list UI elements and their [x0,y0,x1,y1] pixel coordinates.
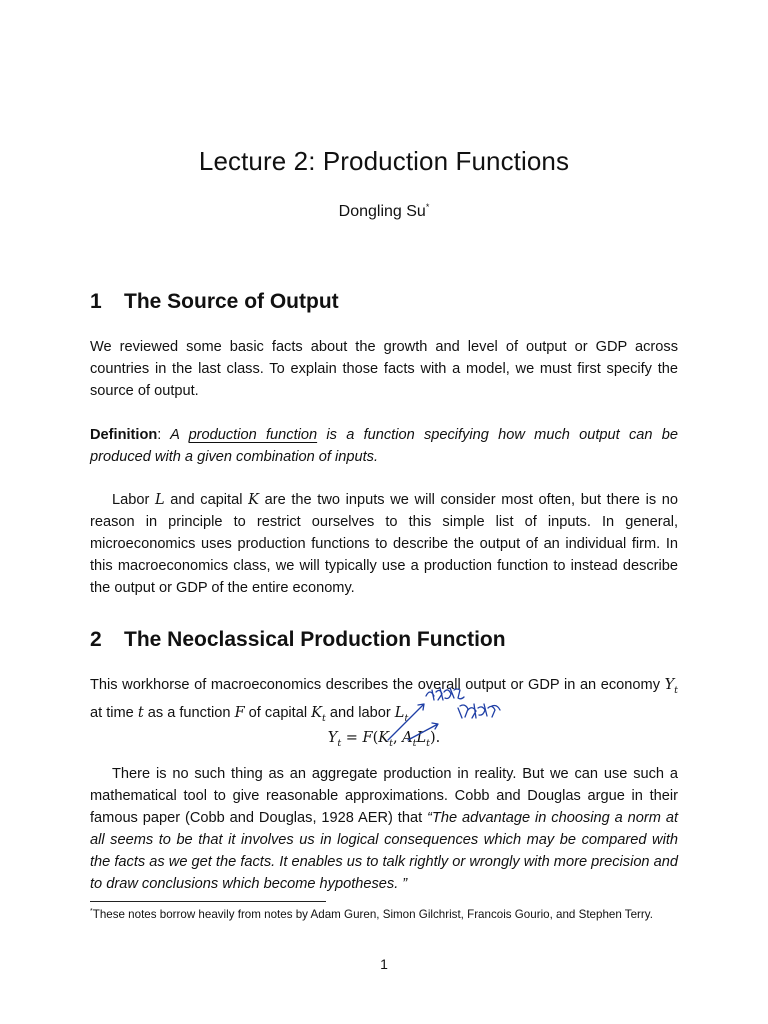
s2p1-text-5: and labor [325,704,395,721]
page-number: 1 [380,956,388,972]
math-L: L [154,492,165,508]
definition-body: is a function specifying how much output can be produced with a given combination of inputs. [90,427,679,465]
eq-Y-base: Y [327,730,338,746]
eq-comma: , [392,730,403,746]
eq-open-paren: ( [372,730,379,746]
cobb-douglas-quote: “The advantage in choosing a norm at all seems to be that it involves us in logical consequences which may be compared with the facts as we get the facts. It enables us to talk rightly or wrongly with more precision and to draw conclusions which become hypotheses. ” [90,810,678,892]
p3-text-3: are the two inputs we will consider most often, but there is no reason in principle to restrict ourselves to this simple list of inputs. In general, microeconomics uses production functions to describe the output of an individual firm. In this macroeconomics class, we will typically use a production function to instead describe the output or GDP of the entire economy. [90,492,678,596]
section-2-paragraph-2 [90,763,678,895]
eq-Y-sub: t [337,737,342,749]
footnote-mark: * [90,908,93,915]
math-Kt [311,704,326,724]
author-name: Dongling Su [338,203,426,220]
s2p2-text: There is no such thing as an aggregate production in reality. But we can use such a mathematical tool to give reasonable approximations. Cobb and Douglas argue in their famous paper (Cobb and Douglas, 1928 AER) that [90,766,678,826]
math-K: K [248,492,259,508]
section-1-number: 1 [90,290,102,313]
annotation-arrow-to-technology [408,723,438,740]
eq-Y [327,730,342,749]
eq-L-base: L [416,730,427,746]
s2p1-text-3: as a function [143,704,235,721]
s2p1-text-1: This workhorse of macroeconomics describes the overall output or GDP in an economy [90,677,665,693]
eq-L-sub: t [426,737,430,749]
math-Y-base: Y [664,677,675,693]
eq-F: F [362,730,373,746]
math-F: F [234,704,245,721]
author-footnote-mark: * [425,202,430,212]
eq-A-sub: t [412,737,417,749]
p3-text-1: Labor [112,492,155,508]
definition-colon: : [157,427,162,443]
p3-text-2: and capital [164,492,249,508]
annotation-scribble-capital [426,688,464,700]
eq-close-paren: ). [429,730,441,746]
section-1-title: The Source of Output [124,290,339,313]
math-t: t [137,704,144,721]
author-line [0,203,768,221]
math-Lt-base: L [394,704,405,721]
math-Kt-base: K [311,704,322,721]
eq-K-sub: t [389,737,393,749]
definition-label: Definition [90,427,158,443]
footnote-divider [90,901,326,902]
section-1-paragraph-1: We reviewed some basic facts about the growth and level of output or GDP across countries in the last class. To explain those facts with a model, we must first specify the source of output. [90,339,678,399]
math-Lt-sub: t [404,712,409,724]
definition-term: production function [188,427,318,443]
eq-A-base: A [402,730,413,746]
definition-pre: A [161,427,189,443]
handwritten-annotation-scribble [380,682,520,744]
eq-K-base: K [378,730,390,746]
section-1-heading [90,290,339,314]
paper-title: Lecture 2: Production Functions [198,146,570,176]
footnote-text: These notes borrow heavily from notes by Adam Guren, Simon Gilchrist, Francois Gourio, and Stephen Terry. [92,907,653,921]
eq-equals: = [341,730,363,746]
s2p1-text-2: at time [90,704,138,721]
section-2-number: 2 [90,628,102,651]
definition-paragraph [90,424,678,468]
section-1-paragraph-3 [90,489,678,599]
footnote [90,904,678,923]
math-Y [664,677,678,696]
math-Y-sub: t [674,684,678,696]
section-2-heading [90,628,506,652]
section-2-title: The Neoclassical Production Function [124,628,506,651]
s2p1-text-4: of capital [244,704,312,721]
annotation-scribble-technology [458,704,500,718]
math-Kt-sub: t [322,712,326,724]
